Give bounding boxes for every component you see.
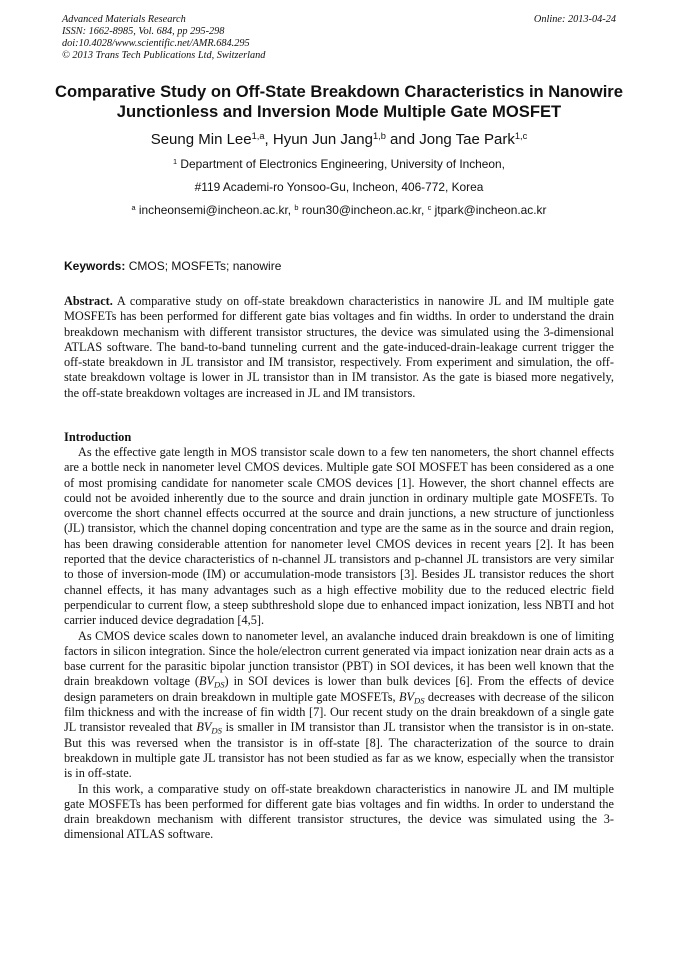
email-a[interactable]: incheonsemi@incheon.ac.kr, xyxy=(135,203,295,217)
email-sup-b: b xyxy=(294,202,299,212)
affiliation-dept xyxy=(40,157,638,171)
abstract-section xyxy=(64,294,614,401)
affiliation-emails xyxy=(40,203,638,217)
introduction-section xyxy=(64,430,614,843)
bvds-symbol-1 xyxy=(198,674,225,691)
title-line-2: Junctionless and Inversion Mode Multiple Gate MOSFET xyxy=(116,102,562,121)
title-line-1: Comparative Study on Off-State Breakdown Characteristics in Nanowire xyxy=(54,82,623,101)
author-2-sup: 1,b xyxy=(372,130,386,141)
author-3: and Jong Tae Park xyxy=(385,131,515,148)
intro-paragraph-1: As the effective gate length in MOS transistor scale down to a few ten nanometers, the short channel effects are a bottle neck in nanometer level CMOS devices. Multiple gate SOI MOSFET has been considered as a one of most promising candidate for nanometer scale CMOS devices [1]. However, the short channel effects are could not be avoided inherently due to the source and drain junction in ordinary multiple gate MOSFETs. To overcome the short channel effects occurred at the source and drain junctions, a new structure of junctionless (JL) transistor, which the channel doping concentration and type are the same as in the source and drain region, has been drawing considerable attention for nanometer level CMOS devices in recent years [2]. It has been reported that the device characteristics of n-channel JL transistors and p-channel JL transistors are very similar to those of inversion-mode (IM) or accumulation-mode transistors [3]. Besides JL transistor reduces the short channel effects, it has many advantages such as a high effective mobility due to the reduced electric field perpendicular to current flow, a steep subthreshold slope due to enhanced impact ionization, less NBTI and hot carrier induced device degradation [4,5]. xyxy=(64,445,614,628)
keywords-label: Keywords: xyxy=(64,259,126,273)
bvds-symbol-3 xyxy=(196,720,222,734)
affil-sup: 1 xyxy=(173,156,178,166)
affil-dept-text: Department of Electronics Engineering, University of Incheon, xyxy=(177,157,505,171)
intro-paragraph-3: In this work, a comparative study on off-state breakdown characteristics in nanowire JL and IM multiple gate MOSFETs has been performed for different gate bias voltages and fin widths. In order to understand the drain breakdown mechanism with different transistor structures, the device was simulated using the 3-dimensional ATLAS software. xyxy=(64,781,614,842)
ds-sub: DS xyxy=(414,695,425,706)
journal-name: Advanced Materials Research xyxy=(62,14,186,25)
copyright-line: © 2013 Trans Tech Publications Ltd, Switzerland xyxy=(62,50,266,61)
keywords xyxy=(64,259,616,273)
bv-text: BV xyxy=(198,674,215,689)
online-date: Online: 2013-04-24 xyxy=(533,14,616,25)
p2-part-a: As CMOS device scales down to nanometer level, an avalanche induced drain breakdown is one of limiting factors in silicon integration. Since the hole/electron current generated via impact ionization near drain acts as a base current for the parasitic bipolar junction transistor (PBT) in SOI devices, it has been well known that the drain breakdown voltage ( xyxy=(64,628,614,689)
author-1: Seung Min Lee xyxy=(150,131,252,148)
author-1-sup: 1,a xyxy=(251,130,265,141)
ds-sub: DS xyxy=(211,725,222,736)
p2-part-d: is smaller in IM transistor than JL transistor when the transistor is in on-state. But this was reversed when the transistor is in off-state [8]. The characterization of the source to drain breakdown in multiple gate JL transistor has not been studied as far as we know, especially when the transistor is in off-state. xyxy=(64,720,614,781)
bv-text: BV xyxy=(398,689,414,704)
issn-line: ISSN: 1662-8985, Vol. 684, pp 295-298 xyxy=(62,26,225,37)
p2-part-c: decreases with decrease of the silicon film thickness and with the increase of fin width [7]. Our recent study on the drain breakdown of a single gate JL transistor revealed that xyxy=(64,689,614,735)
bv-text: BV xyxy=(196,720,212,735)
email-c[interactable]: jtpark@incheon.ac.kr xyxy=(431,203,547,217)
intro-paragraph-2 xyxy=(64,629,614,782)
abstract-label: Abstract. xyxy=(64,294,113,308)
doi-line[interactable]: doi:10.4028/www.scientific.net/AMR.684.295 xyxy=(62,38,250,49)
introduction-heading: Introduction xyxy=(64,430,132,444)
email-sup-a: a xyxy=(131,202,136,212)
ds-sub: DS xyxy=(214,680,225,691)
p2-part-b: ) in SOI devices is lower than bulk devices [6]. From the effects of device design parameters on drain breakdown in multiple gate MOSFETs, xyxy=(64,674,614,704)
abstract-text: A comparative study on off-state breakdown characteristics in nanowire JL and IM multiple gate MOSFETs has been performed for different gate bias voltages and fin widths. In order to understand the drain breakdown mechanism with different transistor structures, the device was simulated using the 3-dimensional ATLAS software. The band-to-band tunneling current and the gate-induced-drain-leakage current trigger the off-state breakdown in JL transistor and IM transistor, respectively. From experiment and simulation, the off-state breakdown voltage is lower in JL transistor than in IM transistor. As the gate is biased more negatively, the off-state breakdown voltages are increased in JL and IM transistors. xyxy=(64,294,614,400)
email-b[interactable]: roun30@incheon.ac.kr, xyxy=(298,203,428,217)
bvds-symbol-2 xyxy=(399,690,425,704)
author-3-sup: 1,c xyxy=(514,130,528,141)
abstract-paragraph xyxy=(64,294,614,401)
affiliation-address: #119 Academi-ro Yonsoo-Gu, Incheon, 406-772, Korea xyxy=(194,180,484,194)
email-sup-c: c xyxy=(427,202,432,212)
author-list xyxy=(40,131,638,149)
journal-header xyxy=(62,14,616,62)
keywords-text: CMOS; MOSFETs; nanowire xyxy=(125,259,282,273)
author-2: , Hyun Jun Jang xyxy=(264,131,373,148)
paper-title xyxy=(40,82,638,122)
